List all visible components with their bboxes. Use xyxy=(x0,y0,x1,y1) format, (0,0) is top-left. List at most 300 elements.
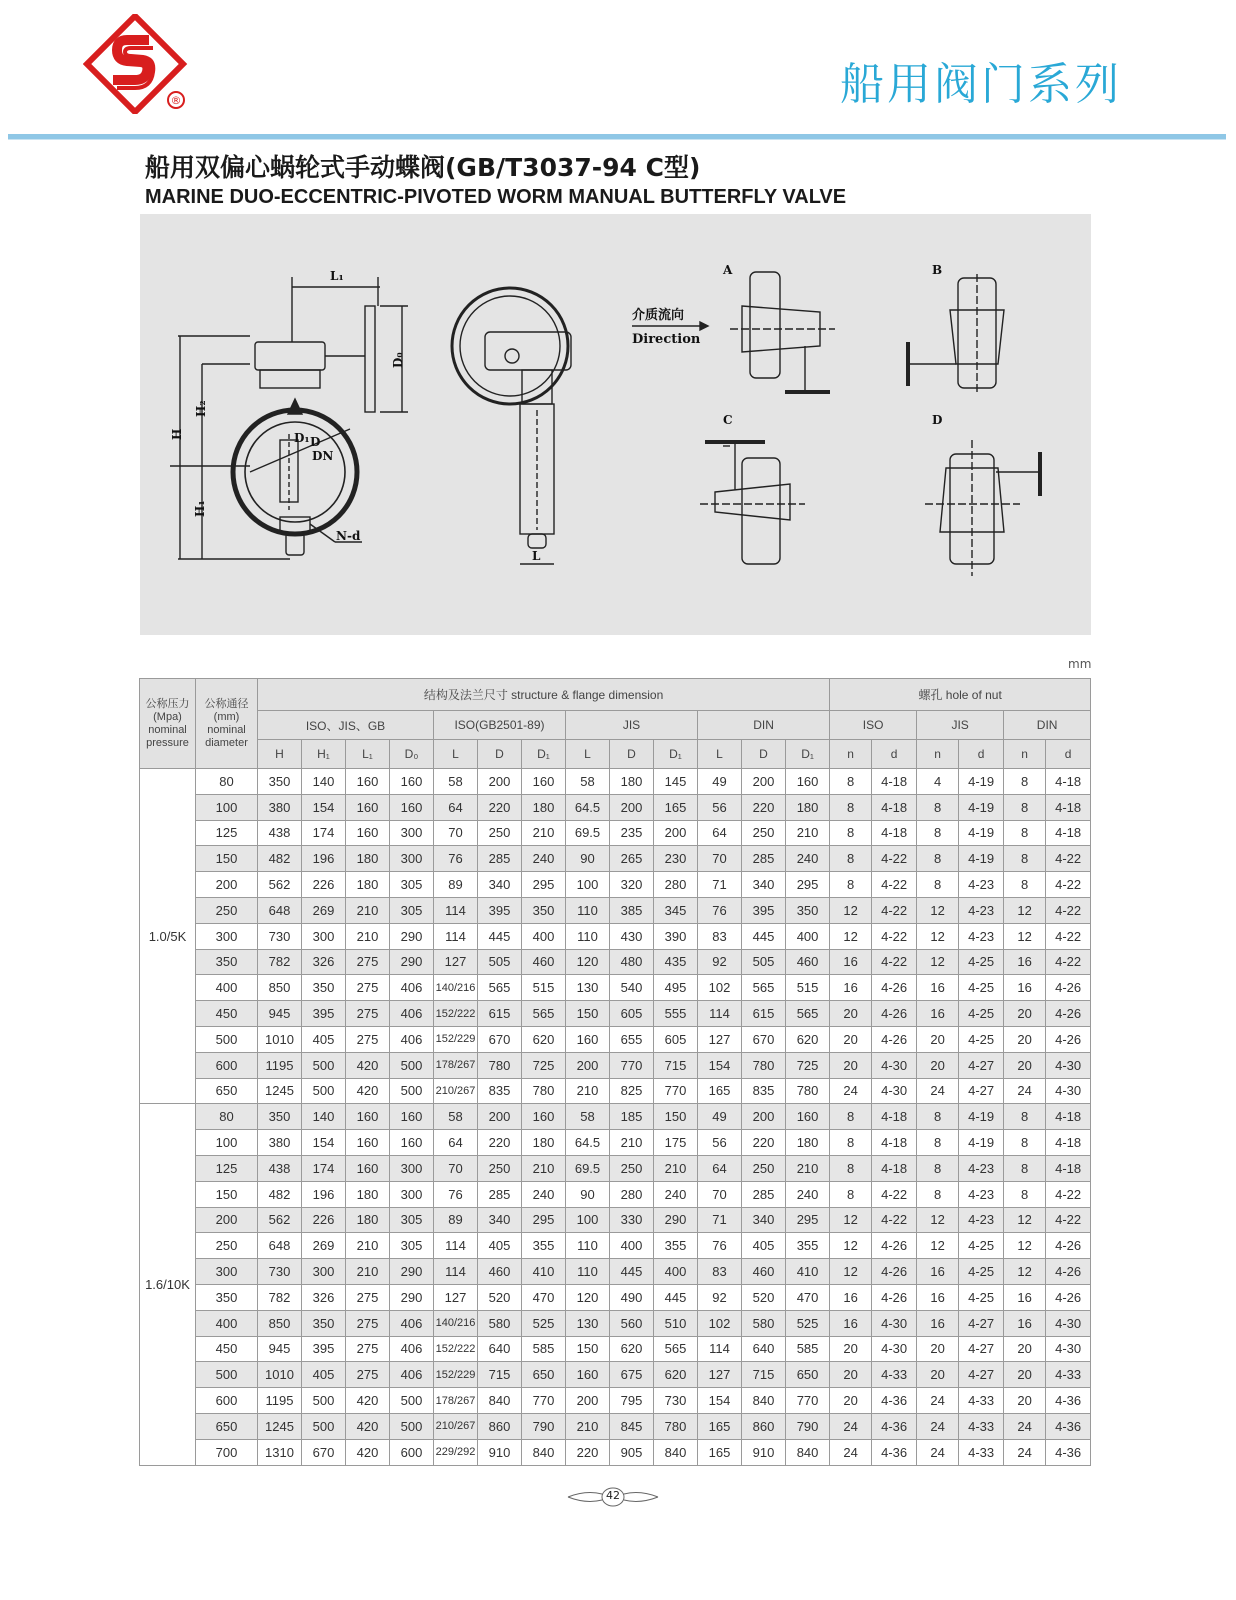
table-cell: 510 xyxy=(654,1310,698,1336)
table-cell: 102 xyxy=(698,1310,742,1336)
column-header: H xyxy=(258,740,302,769)
table-cell: 210/267 xyxy=(434,1078,478,1104)
table-cell: 4-18 xyxy=(872,1155,917,1181)
table-cell: 770 xyxy=(522,1388,566,1414)
table-cell: 8 xyxy=(917,1104,959,1130)
table-cell: 24 xyxy=(917,1439,959,1465)
table-cell: 835 xyxy=(742,1078,786,1104)
table-cell: 4-36 xyxy=(872,1413,917,1439)
table-row xyxy=(140,1362,1091,1388)
table-cell: 76 xyxy=(434,846,478,872)
table-cell: 89 xyxy=(434,1207,478,1233)
table-cell: 16 xyxy=(917,975,959,1001)
table-cell: 640 xyxy=(478,1336,522,1362)
table-cell: 160 xyxy=(346,1104,390,1130)
table-cell: 780 xyxy=(478,1052,522,1078)
table-cell: 154 xyxy=(698,1052,742,1078)
table-cell: 4-27 xyxy=(959,1336,1004,1362)
table-cell: 4-27 xyxy=(959,1362,1004,1388)
table-cell: 4-36 xyxy=(1046,1413,1091,1439)
table-cell: 515 xyxy=(786,975,830,1001)
table-cell: 420 xyxy=(346,1388,390,1414)
table-cell: 482 xyxy=(258,1181,302,1207)
table-cell: 4-25 xyxy=(959,1026,1004,1052)
table-cell: 4-26 xyxy=(1046,1001,1091,1027)
table-cell: 600 xyxy=(196,1052,258,1078)
table-cell: 8 xyxy=(1004,1155,1046,1181)
table-cell: 100 xyxy=(196,794,258,820)
table-cell: 8 xyxy=(830,1181,872,1207)
label-L: L xyxy=(532,549,541,563)
table-cell: 585 xyxy=(522,1336,566,1362)
table-cell: 4-22 xyxy=(872,923,917,949)
table-cell: 4-23 xyxy=(959,923,1004,949)
table-cell: 490 xyxy=(610,1284,654,1310)
table-cell: 525 xyxy=(786,1310,830,1336)
table-cell: 210 xyxy=(654,1155,698,1181)
table-cell: 160 xyxy=(390,794,434,820)
table-cell: 210 xyxy=(346,1233,390,1259)
label-D1: D₁ xyxy=(294,431,310,445)
table-cell: 840 xyxy=(742,1388,786,1414)
table-cell: 4-26 xyxy=(1046,1233,1091,1259)
table-cell: 350 xyxy=(302,1310,346,1336)
table-cell: 180 xyxy=(522,1130,566,1156)
table-cell: 4-18 xyxy=(1046,794,1091,820)
table-cell: 250 xyxy=(478,820,522,846)
table-cell: 240 xyxy=(786,1181,830,1207)
table-cell: 1195 xyxy=(258,1052,302,1078)
table-cell: 275 xyxy=(346,1284,390,1310)
table-cell: 80 xyxy=(196,1104,258,1130)
column-header: n xyxy=(917,740,959,769)
table-cell: 562 xyxy=(258,1207,302,1233)
table-cell: 8 xyxy=(1004,794,1046,820)
spec-table xyxy=(139,678,1091,1466)
front-view xyxy=(170,269,408,559)
table-cell: 127 xyxy=(434,1284,478,1310)
table-cell: 8 xyxy=(917,1155,959,1181)
table-cell: 4-36 xyxy=(872,1439,917,1465)
table-cell: 460 xyxy=(786,949,830,975)
table-cell: 565 xyxy=(478,975,522,1001)
table-cell: 127 xyxy=(698,1362,742,1388)
table-cell: 250 xyxy=(742,1155,786,1181)
table-cell: 20 xyxy=(830,1388,872,1414)
table-cell: 16 xyxy=(917,1259,959,1285)
table-cell: 150 xyxy=(566,1336,610,1362)
table-cell: 127 xyxy=(434,949,478,975)
table-cell: 4-30 xyxy=(872,1310,917,1336)
table-cell: 555 xyxy=(654,1001,698,1027)
table-cell: 4-25 xyxy=(959,949,1004,975)
table-cell: 780 xyxy=(654,1413,698,1439)
table-cell: 4-30 xyxy=(1046,1078,1091,1104)
column-header: L xyxy=(434,740,478,769)
table-cell: 905 xyxy=(610,1439,654,1465)
table-cell: 406 xyxy=(390,1362,434,1388)
table-cell: 515 xyxy=(522,975,566,1001)
table-cell: 210 xyxy=(522,820,566,846)
table-cell: 12 xyxy=(1004,1233,1046,1259)
table-cell: 305 xyxy=(390,872,434,898)
table-cell: 12 xyxy=(1004,1207,1046,1233)
table-cell: 615 xyxy=(478,1001,522,1027)
table-row xyxy=(140,975,1091,1001)
table-cell: 4-18 xyxy=(872,820,917,846)
table-cell: 4-19 xyxy=(959,846,1004,872)
table-cell: 71 xyxy=(698,872,742,898)
table-cell: 1245 xyxy=(258,1078,302,1104)
table-cell: 4-33 xyxy=(959,1388,1004,1414)
table-cell: 4-25 xyxy=(959,1001,1004,1027)
table-cell: 200 xyxy=(742,1104,786,1130)
table-row xyxy=(140,769,1091,795)
table-cell: 910 xyxy=(478,1439,522,1465)
table-cell: 438 xyxy=(258,820,302,846)
table-cell: 150 xyxy=(196,846,258,872)
table-cell: 4-26 xyxy=(872,1001,917,1027)
table-cell: 4-26 xyxy=(872,1233,917,1259)
table-cell: 90 xyxy=(566,846,610,872)
table-cell: 20 xyxy=(1004,1388,1046,1414)
table-cell: 69.5 xyxy=(566,820,610,846)
table-row xyxy=(140,1284,1091,1310)
installation-view-c xyxy=(700,413,805,564)
table-cell: 102 xyxy=(698,975,742,1001)
table-cell: 49 xyxy=(698,769,742,795)
table-cell: 127 xyxy=(698,1026,742,1052)
table-cell: 670 xyxy=(478,1026,522,1052)
table-row xyxy=(140,923,1091,949)
table-cell: 12 xyxy=(1004,1259,1046,1285)
table-cell: 300 xyxy=(390,1181,434,1207)
table-row xyxy=(140,1181,1091,1207)
table-cell: 4-22 xyxy=(1046,897,1091,923)
table-cell: 250 xyxy=(478,1155,522,1181)
table-cell: 845 xyxy=(610,1413,654,1439)
table-cell: 210 xyxy=(566,1413,610,1439)
table-cell: 160 xyxy=(346,769,390,795)
svg-text:B: B xyxy=(932,263,943,277)
table-cell: 4-27 xyxy=(959,1078,1004,1104)
table-cell: 160 xyxy=(346,820,390,846)
table-cell: 160 xyxy=(522,1104,566,1130)
table-cell: 180 xyxy=(786,794,830,820)
table-cell: 24 xyxy=(1004,1413,1046,1439)
table-cell: 160 xyxy=(786,769,830,795)
table-cell: 150 xyxy=(654,1104,698,1130)
table-cell: 250 xyxy=(742,820,786,846)
table-cell: 12 xyxy=(830,1259,872,1285)
table-cell: 340 xyxy=(478,872,522,898)
table-cell: 835 xyxy=(478,1078,522,1104)
table-cell: 295 xyxy=(786,872,830,898)
table-cell: 100 xyxy=(566,1207,610,1233)
table-cell: 58 xyxy=(434,769,478,795)
table-row xyxy=(140,1026,1091,1052)
table-cell: 430 xyxy=(610,923,654,949)
table-cell: 110 xyxy=(566,897,610,923)
table-cell: 76 xyxy=(434,1181,478,1207)
table-cell: 160 xyxy=(566,1362,610,1388)
table-cell: 405 xyxy=(302,1026,346,1052)
side-view xyxy=(452,288,571,564)
label-H: H xyxy=(170,428,184,440)
table-cell: 12 xyxy=(830,1233,872,1259)
table-cell: 220 xyxy=(478,1130,522,1156)
table-cell: 110 xyxy=(566,1233,610,1259)
table-cell: 220 xyxy=(566,1439,610,1465)
table-cell: 790 xyxy=(522,1413,566,1439)
table-cell: 615 xyxy=(742,1001,786,1027)
column-header: D xyxy=(742,740,786,769)
table-cell: 780 xyxy=(522,1078,566,1104)
table-cell: 8 xyxy=(917,794,959,820)
table-cell: 585 xyxy=(786,1336,830,1362)
table-cell: 8 xyxy=(830,846,872,872)
table-cell: 4-26 xyxy=(872,1259,917,1285)
table-cell: 520 xyxy=(478,1284,522,1310)
table-cell: 120 xyxy=(566,1284,610,1310)
table-cell: 160 xyxy=(346,1130,390,1156)
table-cell: 4-36 xyxy=(872,1388,917,1414)
table-cell: 275 xyxy=(346,975,390,1001)
table-cell: 4-36 xyxy=(1046,1439,1091,1465)
table-cell: 4-25 xyxy=(959,1233,1004,1259)
table-cell: 345 xyxy=(654,897,698,923)
table-row xyxy=(140,1413,1091,1439)
table-cell: 300 xyxy=(390,820,434,846)
table-cell: 460 xyxy=(522,949,566,975)
table-cell: 4-33 xyxy=(959,1413,1004,1439)
table-cell: 560 xyxy=(610,1310,654,1336)
table-cell: 910 xyxy=(742,1439,786,1465)
table-cell: 1010 xyxy=(258,1026,302,1052)
table-cell: 150 xyxy=(566,1001,610,1027)
table-cell: 178/267 xyxy=(434,1388,478,1414)
table-cell: 4-18 xyxy=(872,769,917,795)
table-cell: 650 xyxy=(786,1362,830,1388)
table-cell: 160 xyxy=(390,1104,434,1130)
table-cell: 8 xyxy=(830,1155,872,1181)
table-cell: 20 xyxy=(1004,1026,1046,1052)
table-cell: 196 xyxy=(302,1181,346,1207)
table-cell: 285 xyxy=(478,846,522,872)
table-cell: 4-33 xyxy=(1046,1362,1091,1388)
table-cell: 406 xyxy=(390,975,434,1001)
table-cell: 4-18 xyxy=(872,794,917,820)
table-cell: 12 xyxy=(1004,897,1046,923)
table-cell: 8 xyxy=(830,769,872,795)
table-cell: 620 xyxy=(610,1336,654,1362)
table-cell: 4-30 xyxy=(1046,1336,1091,1362)
table-cell: 500 xyxy=(390,1388,434,1414)
table-cell: 300 xyxy=(390,846,434,872)
table-cell: 620 xyxy=(522,1026,566,1052)
page-number xyxy=(566,1486,660,1508)
table-cell: 154 xyxy=(302,794,346,820)
table-cell: 269 xyxy=(302,897,346,923)
table-cell: 780 xyxy=(786,1078,830,1104)
table-cell: 80 xyxy=(196,769,258,795)
table-cell: 125 xyxy=(196,1155,258,1181)
table-cell: 300 xyxy=(302,923,346,949)
table-cell: 445 xyxy=(654,1284,698,1310)
table-cell: 220 xyxy=(742,1130,786,1156)
column-header: n xyxy=(830,740,872,769)
table-cell: 226 xyxy=(302,872,346,898)
label-L1: L₁ xyxy=(330,269,344,283)
table-row xyxy=(140,1130,1091,1156)
table-cell: 275 xyxy=(346,1001,390,1027)
table-cell: 4-22 xyxy=(872,897,917,923)
table-cell: 174 xyxy=(302,1155,346,1181)
table-cell: 648 xyxy=(258,897,302,923)
table-cell: 460 xyxy=(742,1259,786,1285)
table-cell: 840 xyxy=(478,1388,522,1414)
table-cell: 160 xyxy=(390,1130,434,1156)
table-cell: 20 xyxy=(1004,1362,1046,1388)
table-cell: 180 xyxy=(346,872,390,898)
table-cell: 600 xyxy=(196,1388,258,1414)
column-header: H₁ xyxy=(302,740,346,769)
table-cell: 145 xyxy=(654,769,698,795)
table-cell: 420 xyxy=(346,1052,390,1078)
table-cell: 945 xyxy=(258,1336,302,1362)
table-cell: 8 xyxy=(1004,769,1046,795)
table-cell: 380 xyxy=(258,1130,302,1156)
table-cell: 285 xyxy=(742,846,786,872)
table-cell: 12 xyxy=(830,923,872,949)
table-cell: 240 xyxy=(786,846,830,872)
svg-text:A: A xyxy=(723,263,733,277)
table-cell: 64.5 xyxy=(566,794,610,820)
table-cell: 782 xyxy=(258,1284,302,1310)
table-cell: 4-25 xyxy=(959,1284,1004,1310)
table-cell: 8 xyxy=(830,1104,872,1130)
table-cell: 290 xyxy=(390,1259,434,1285)
table-cell: 395 xyxy=(478,897,522,923)
header-diameter: 公称通径 (mm) nominal diameter xyxy=(196,679,258,769)
table-cell: 675 xyxy=(610,1362,654,1388)
table-cell: 114 xyxy=(698,1336,742,1362)
table-cell: 4-23 xyxy=(959,1155,1004,1181)
table-cell: 250 xyxy=(610,1155,654,1181)
table-cell: 715 xyxy=(654,1052,698,1078)
table-cell: 20 xyxy=(917,1026,959,1052)
group-header: ISO、JIS、GB xyxy=(258,711,434,740)
table-row xyxy=(140,1001,1091,1027)
table-cell: 4-30 xyxy=(872,1078,917,1104)
table-cell: 180 xyxy=(346,1181,390,1207)
table-row xyxy=(140,1233,1091,1259)
table-cell: 4-18 xyxy=(872,1104,917,1130)
table-cell: 20 xyxy=(917,1336,959,1362)
table-cell: 405 xyxy=(742,1233,786,1259)
table-cell: 445 xyxy=(742,923,786,949)
table-cell: 24 xyxy=(917,1413,959,1439)
table-cell: 240 xyxy=(522,846,566,872)
table-cell: 210 xyxy=(786,1155,830,1181)
table-cell: 495 xyxy=(654,975,698,1001)
table-cell: 4-19 xyxy=(959,794,1004,820)
table-cell: 500 xyxy=(302,1078,346,1104)
table-cell: 620 xyxy=(786,1026,830,1052)
table-cell: 295 xyxy=(522,872,566,898)
column-header: D₁ xyxy=(522,740,566,769)
table-cell: 565 xyxy=(522,1001,566,1027)
table-cell: 500 xyxy=(390,1413,434,1439)
table-cell: 12 xyxy=(917,923,959,949)
table-cell: 350 xyxy=(196,1284,258,1310)
table-cell: 16 xyxy=(830,975,872,1001)
table-cell: 300 xyxy=(196,1259,258,1285)
table-cell: 410 xyxy=(786,1259,830,1285)
table-cell: 1245 xyxy=(258,1413,302,1439)
table-cell: 16 xyxy=(1004,1310,1046,1336)
table-cell: 16 xyxy=(830,1284,872,1310)
table-cell: 210 xyxy=(786,820,830,846)
table-cell: 4-23 xyxy=(959,1181,1004,1207)
table-cell: 165 xyxy=(698,1413,742,1439)
table-cell: 405 xyxy=(302,1362,346,1388)
table-cell: 200 xyxy=(566,1388,610,1414)
table-cell: 16 xyxy=(1004,1284,1046,1310)
table-cell: 326 xyxy=(302,949,346,975)
table-cell: 24 xyxy=(830,1078,872,1104)
table-cell: 16 xyxy=(917,1310,959,1336)
table-cell: 520 xyxy=(742,1284,786,1310)
table-cell: 400 xyxy=(654,1259,698,1285)
table-cell: 8 xyxy=(917,820,959,846)
table-cell: 49 xyxy=(698,1104,742,1130)
product-title-en: MARINE DUO-ECCENTRIC-PIVOTED WORM MANUAL BUTTERFLY VALVE xyxy=(145,186,847,208)
label-H1: H₁ xyxy=(193,500,207,517)
table-cell: 562 xyxy=(258,872,302,898)
table-cell: 470 xyxy=(522,1284,566,1310)
table-cell: 12 xyxy=(830,897,872,923)
column-header: d xyxy=(959,740,1004,769)
table-cell: 406 xyxy=(390,1001,434,1027)
label-DN: DN xyxy=(312,449,334,463)
table-cell: 350 xyxy=(786,897,830,923)
table-cell: 69.5 xyxy=(566,1155,610,1181)
table-cell: 8 xyxy=(830,872,872,898)
table-row xyxy=(140,1078,1091,1104)
table-cell: 12 xyxy=(1004,923,1046,949)
table-cell: 285 xyxy=(478,1181,522,1207)
table-cell: 140/216 xyxy=(434,975,478,1001)
table-cell: 8 xyxy=(917,1130,959,1156)
table-cell: 420 xyxy=(346,1439,390,1465)
table-cell: 4-22 xyxy=(1046,872,1091,898)
table-cell: 70 xyxy=(434,1155,478,1181)
table-cell: 8 xyxy=(1004,872,1046,898)
table-cell: 200 xyxy=(610,794,654,820)
table-cell: 4-19 xyxy=(959,820,1004,846)
label-D0: D₀ xyxy=(391,352,405,368)
table-cell: 4-22 xyxy=(872,949,917,975)
column-header: L xyxy=(698,740,742,769)
table-cell: 130 xyxy=(566,975,610,1001)
group-header: ISO(GB2501-89) xyxy=(434,711,566,740)
table-cell: 4-18 xyxy=(1046,1130,1091,1156)
table-cell: 240 xyxy=(522,1181,566,1207)
table-cell: 275 xyxy=(346,1310,390,1336)
table-cell: 250 xyxy=(196,1233,258,1259)
table-cell: 229/292 xyxy=(434,1439,478,1465)
